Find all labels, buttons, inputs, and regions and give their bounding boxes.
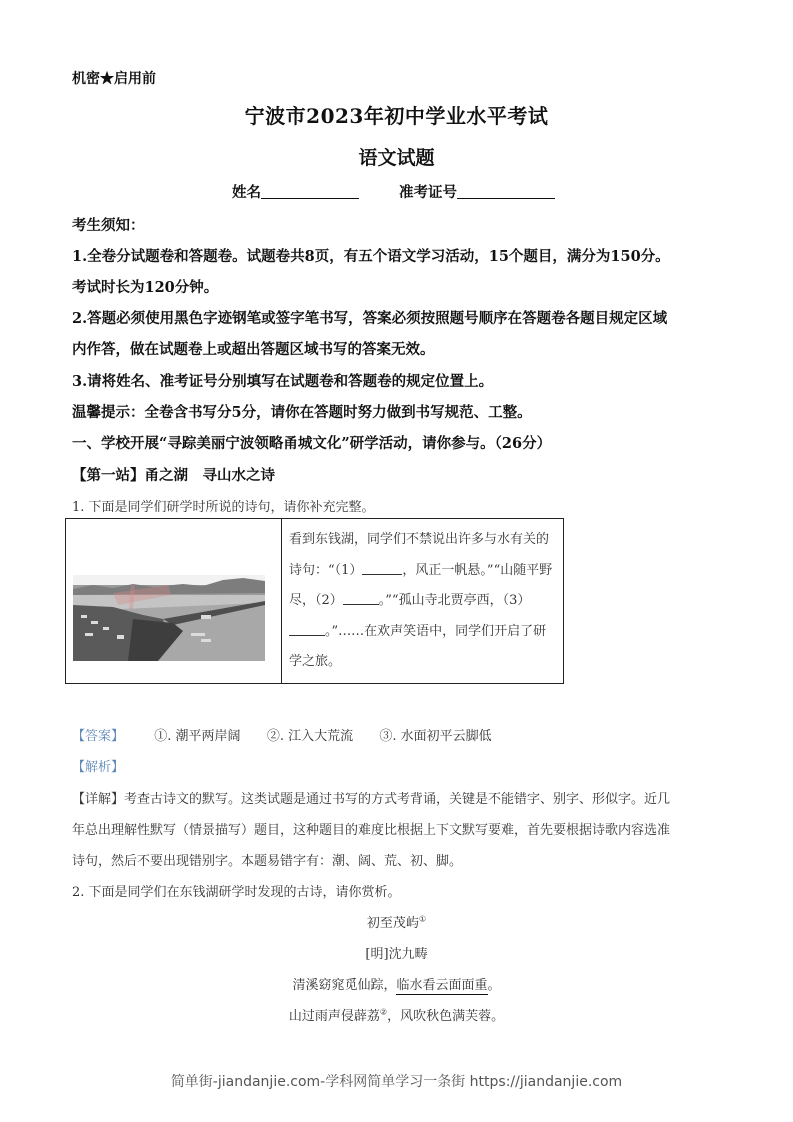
name-blank[interactable] bbox=[261, 183, 359, 199]
answer-blank-3[interactable] bbox=[289, 621, 325, 636]
lake-photo bbox=[73, 575, 265, 661]
confidential-mark: 机密★启用前 bbox=[72, 71, 156, 87]
candidate-info-line bbox=[232, 181, 555, 202]
poem-prompt-part: 。”……在欢声笑语中，同学们开启了研学之旅。 bbox=[289, 623, 547, 669]
id-label: 准考证号 bbox=[399, 184, 457, 201]
image-cell bbox=[66, 519, 282, 683]
answer-line bbox=[72, 725, 492, 744]
detail-line: 【详解】考查古诗文的默写。这类试题是通过书写的方式考背诵，关键是不能错字、别字、形似字。近几 bbox=[72, 792, 671, 807]
poem-line-text: ，风吹秋色满芙蓉。 bbox=[387, 1009, 505, 1024]
instruction-item: 内作答，做在试题卷上或超出答题区域书写的答案无效。 bbox=[72, 341, 435, 358]
answer-blank-1[interactable] bbox=[362, 560, 402, 575]
instructions-heading: 考生须知： bbox=[72, 217, 145, 234]
exam-title: 宁波市2023年初中学业水平考试 bbox=[244, 104, 549, 128]
answer-label: 【答案】 bbox=[72, 729, 125, 744]
poem-line-text: 山过雨声侵薜荔 bbox=[288, 1009, 380, 1024]
id-blank[interactable] bbox=[457, 183, 555, 199]
question-1-table bbox=[65, 518, 564, 684]
instruction-item: 2.答题必须使用黑色字迹钢笔或签字笔书写，答案必须按照题号顺序在答题卷各题目规定区域 bbox=[72, 310, 668, 327]
analysis-label: 【解析】 bbox=[72, 760, 125, 775]
footnote-marker: ② bbox=[379, 1007, 388, 1017]
poem-prompt-part: 看到东钱湖，同学们不禁说出许多与水有关的诗句：“（1） bbox=[289, 532, 550, 578]
exam-subtitle: 语文试题 bbox=[358, 147, 435, 169]
answer-item: ②. 江入大荒流 bbox=[266, 729, 354, 744]
detail-line: 诗句，然后不要出现错别字。本题易错字有：潮、阔、荒、初、脚。 bbox=[72, 854, 463, 869]
instruction-item: 3.请将姓名、准考证号分别填写在试题卷和答题卷的规定位置上。 bbox=[72, 373, 494, 390]
answer-item: ③. 水面初平云脚低 bbox=[379, 729, 492, 744]
question-1-text bbox=[282, 519, 563, 683]
station-heading: 【第一站】甬之湖 寻山水之诗 bbox=[72, 467, 275, 484]
writing-tip: 温馨提示：全卷含书写分5分，请你在答题时努力做到书写规范、工整。 bbox=[72, 404, 532, 421]
poem-line bbox=[0, 974, 793, 993]
section-heading: 一、学校开展“寻踪美丽宁波领略甬城文化”研学活动，请你参与。（26分） bbox=[72, 435, 552, 452]
detail-line: 年总出理解性默写（情景描写）题目，这种题目的难度比根据上下文默写要难，首先要根据诗歌内容选准 bbox=[72, 823, 671, 838]
answer-item: ①. 潮平两岸阔 bbox=[154, 729, 241, 744]
poem-prompt-part: 。”“孤山寺北贾亭西，（3） bbox=[378, 593, 531, 608]
poem-title-text: 初至茂屿 bbox=[366, 916, 419, 931]
poem-title bbox=[0, 912, 793, 931]
poem-line-text: 清溪窈窕觅仙踪， bbox=[292, 978, 397, 993]
poem-prompt-part: ，风正一帆悬。”“山随平野尽，（2） bbox=[289, 562, 553, 608]
underlined-phrase: 临水看云面面重 bbox=[396, 978, 488, 993]
footnote-marker: ① bbox=[418, 914, 427, 924]
name-label: 姓名 bbox=[232, 184, 261, 201]
instruction-item: 1.全卷分试题卷和答题卷。试题卷共8页，有五个语文学习活动，15个题目，满分为150分。 bbox=[72, 248, 670, 265]
poem-author: [明]沈九畴 bbox=[365, 947, 428, 962]
lake-photo-graphic bbox=[73, 575, 265, 661]
instruction-item: 考试时长为120分钟。 bbox=[72, 279, 219, 296]
poem-line-text: 。 bbox=[487, 978, 501, 993]
footer-watermark: 简单街-jiandanjie.com-学科网简单学习一条街 https://jiandanjie.com bbox=[170, 1074, 623, 1090]
question-1-prompt: 1. 下面是同学们研学时所说的诗句，请你补充完整。 bbox=[72, 500, 375, 515]
question-2-prompt: 2. 下面是同学们在东钱湖研学时发现的古诗，请你赏析。 bbox=[72, 885, 401, 900]
answer-blank-2[interactable] bbox=[343, 590, 379, 605]
poem-line bbox=[0, 1005, 793, 1024]
